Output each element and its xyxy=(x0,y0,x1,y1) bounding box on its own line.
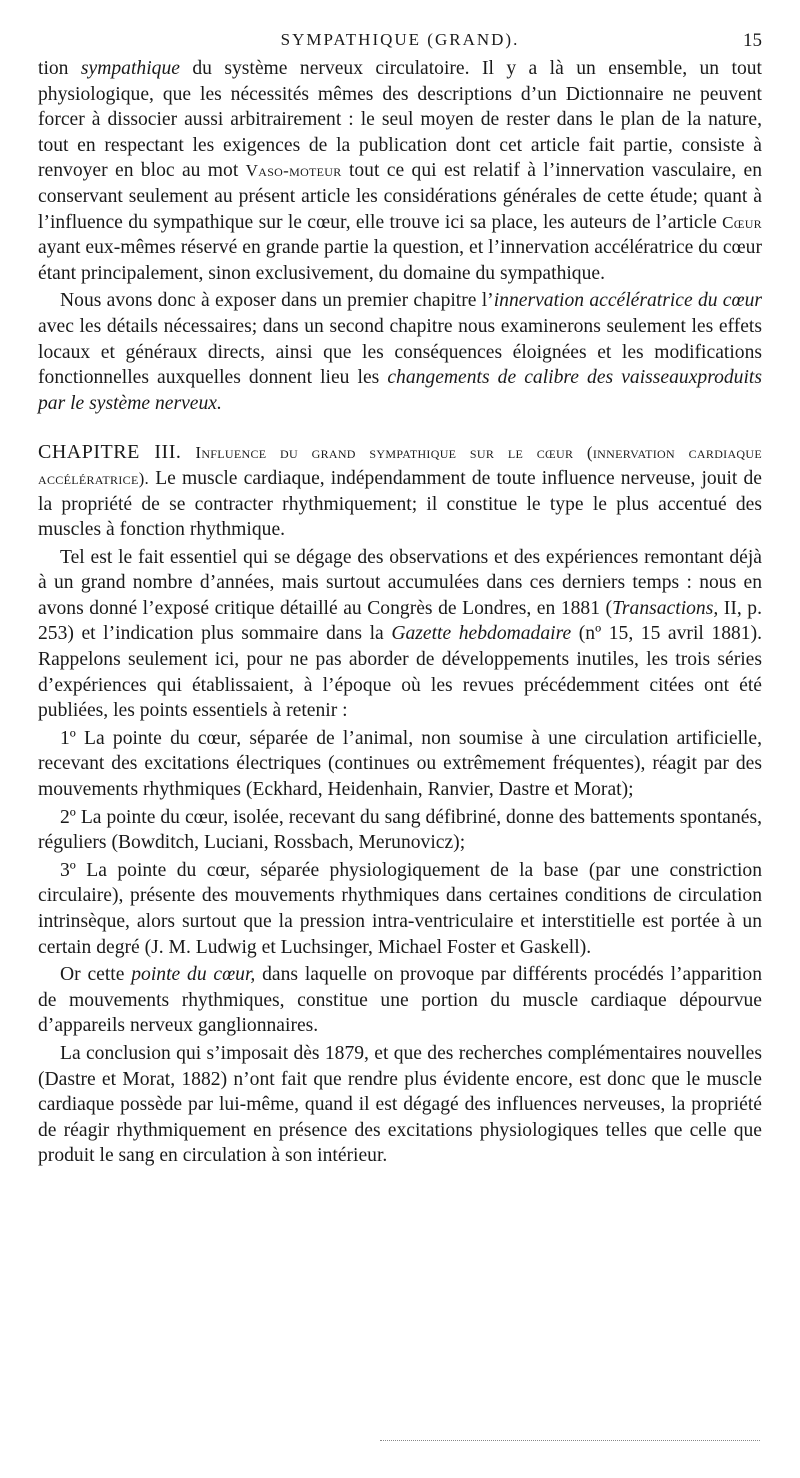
page-number: 15 xyxy=(743,30,762,51)
paragraph-pointe xyxy=(38,962,762,1039)
text-run: tout ce qui est relatif à l’innervation vasculaire, en conservant seulement au présent article les considérations générales de cette étude; quant à l’influence du sympathique sur le cœur, elle trouve ici sa place, les auteurs de l’article xyxy=(38,160,763,233)
chapter-heading: Influence du grand sympathique sur le cœur (innervation cardiaque accélératrice). xyxy=(38,443,762,488)
text-run: II, p. 253) et l’indication plus sommaire dans la xyxy=(38,597,762,645)
cross-reference-vaso-moteur: Vaso-moteur xyxy=(245,161,342,181)
text-run: du système nerveux circulatoire. Il y a là un ensemble, un tout physiologique, que les nécessités mêmes des descriptions d’un Dictionnaire ne peuvent forcer à dissocier aussi arbitrairement : le seul moyen de rester dans le plan de la nature, tout en respectant les exigences de la publication dont cet article fait partie, consiste à renvoyer en bloc au mot xyxy=(38,58,762,182)
italic-term: changements de calibre des vaisseauxproduits par le système nerveux. xyxy=(38,367,762,414)
list-item-3: 3º La pointe du cœur, séparée physiologiquement de la base (par une constriction circulaire), présente des mouvements rhythmiques dans certaines conditions de circulation intrinsèque, alors surtout que la pression intra-ventriculaire et interstitielle est portée à un certain degré (J. M. Ludwig et Luchsinger, Michael Foster et Gaskell). xyxy=(38,859,762,958)
text-run: ayant eux-mêmes réservé en grande partie la question, et l’innervation accélératrice du cœur étant principalement, sinon exclusivement, du domaine du sympathique. xyxy=(38,237,762,284)
text-run: Le muscle cardiaque, indépendamment de toute influence nerveuse, jouit de la propriété de se contracter rhythmiquement; il constitue le type le plus accentué des muscles à fonction rhythmique. xyxy=(38,467,762,541)
italic-term: Gazette hebdomadaire xyxy=(391,623,572,645)
paragraph-conclusion: La conclusion qui s’imposait dès 1879, et que des recherches complémentaires nouvelles (Dastre et Morat, 1882) n’ont fait que rendre plus évidente encore, est donc que le muscle cardiaque possède par lui-même, quand il est dégagé des influences nerveuses, la propriété de réagir rhythmiquement en présence des excitations physiologiques telles que celle que produit le sang en circulation à son intérieur. xyxy=(38,1042,762,1167)
running-head xyxy=(38,30,762,56)
text-run: Or cette xyxy=(60,964,132,986)
italic-term: sympathique xyxy=(80,58,180,79)
text-run: (nº 15, 15 avril 1881). Rappelons seulement ici, pour ne pas aborder de développements inutiles, les trois séries d’expériences qui établissaient, à l’époque où les revues précédemment citées ont été publiées, les points essentiels à retenir : xyxy=(38,623,763,722)
list-item-1: 1º La pointe du cœur, séparée de l’animal, non soumise à une circulation artificielle, recevant des excitations électriques (continues ou extrêmement fréquentes), réagit par des mouvements rhythmiques (Eckhard, Heidenhain, Ranvier, Dastre et Morat); xyxy=(38,727,762,801)
text-run: avec les détails nécessaires; dans un second chapitre nous examinerons seulement les effets locaux et généraux directs, ainsi que les conséquences éloignées et les modifications fonctionnelles auxquelles donnent lieu les xyxy=(38,315,762,389)
text-run: Tel est le fait essentiel qui se dégage des observations et des expériences remontant déjà à un grand nombre d’années, mais surtout accumulées dans ces derniers temps : nous en avons donné l’exposé critique détaillé au Congrès de Londres, en 1881 ( xyxy=(38,546,762,619)
chapter-number: CHAPITRE III. xyxy=(38,441,182,464)
paragraph-continuation xyxy=(38,56,762,286)
italic-term: Transactions, xyxy=(612,597,719,619)
list-item-2: 2º La pointe du cœur, isolée, recevant du sang défibriné, donne des battements spontanés, réguliers (Bowditch, Luciani, Rossbach, Merunovicz); xyxy=(38,806,762,854)
italic-term: pointe du cœur, xyxy=(131,964,256,986)
paragraph-plan xyxy=(38,288,762,416)
text-run: tion xyxy=(38,58,81,79)
chapter-paragraph xyxy=(38,440,762,542)
footer-rule xyxy=(380,1440,760,1441)
running-title: SYMPATHIQUE (GRAND). xyxy=(280,30,520,49)
text-run: dans laquelle on provoque par différents procédés l’apparition de mouvements rhythmiques, constitue une portion du muscle cardiaque dépourvue d’appareils nerveux ganglionnaires. xyxy=(38,964,762,1037)
cross-reference-coeur: Cœur xyxy=(722,212,762,232)
italic-term: innervation accélératrice du cœur xyxy=(493,290,762,312)
text-run: Nous avons donc à exposer dans un premier chapitre l’ xyxy=(60,290,494,312)
body-text xyxy=(38,56,762,1169)
paragraph-experiments xyxy=(38,545,762,724)
